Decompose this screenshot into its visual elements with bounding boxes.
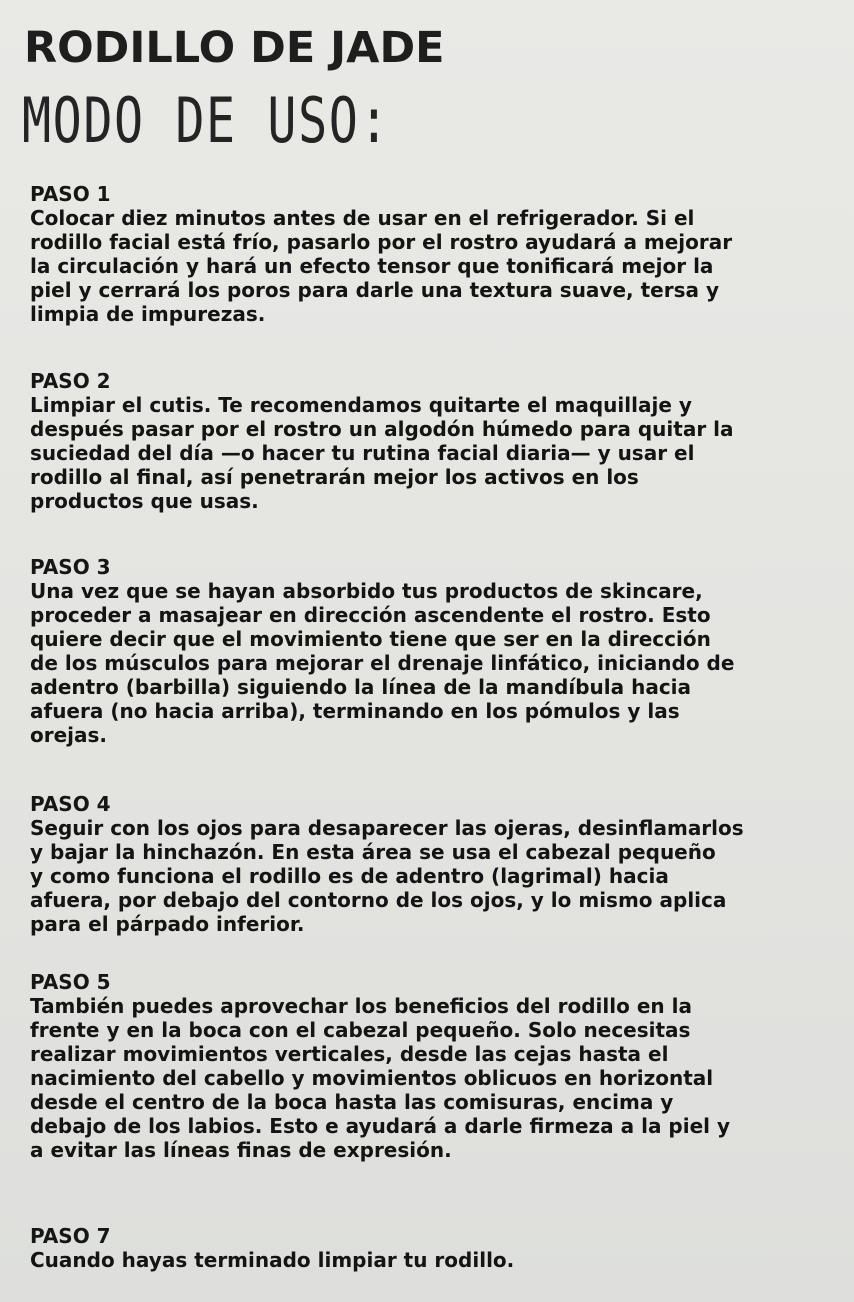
step-3-body <box>30 579 830 747</box>
step-7 <box>30 1224 830 1272</box>
step-3-line: Una vez que se hayan absorbido tus productos de skincare, <box>30 579 703 603</box>
step-5-line: a evitar las líneas finas de expresión. <box>30 1138 452 1162</box>
step-1-line: Colocar diez minutos antes de usar en el refrigerador. Si el <box>30 206 695 230</box>
step-2-line: productos que usas. <box>30 489 259 513</box>
step-1-title: PASO 1 <box>30 182 111 206</box>
step-5-line: debajo de los labios. Esto e ayudará a darle firmeza a la piel y <box>30 1114 731 1138</box>
step-4-line: y bajar la hinchazón. En esta área se usa el cabezal pequeño <box>30 840 716 864</box>
usage-heading: MODO DE USO: <box>22 84 391 157</box>
step-4-line: Seguir con los ojos para desaparecer las ojeras, desinflamarlos <box>30 816 744 840</box>
step-3-line: proceder a masajear en dirección ascendente el rostro. Esto <box>30 603 711 627</box>
step-5-body <box>30 994 830 1162</box>
step-2-line: después pasar por el rostro un algodón húmedo para quitar la <box>30 417 734 441</box>
step-1-line: rodillo facial está frío, pasarlo por el rostro ayudará a mejorar <box>30 230 733 254</box>
step-5-line: frente y en la boca con el cabezal pequeño. Solo necesitas <box>30 1018 691 1042</box>
step-4-title: PASO 4 <box>30 792 111 816</box>
step-7-title: PASO 7 <box>30 1224 111 1248</box>
step-5-line: También puedes aprovechar los beneficios del rodillo en la <box>30 994 692 1018</box>
step-2-title: PASO 2 <box>30 369 111 393</box>
step-2 <box>30 369 830 513</box>
step-2-line: suciedad del día —o hacer tu rutina facial diaria— y usar el <box>30 441 695 465</box>
step-7-body <box>30 1248 830 1272</box>
step-2-line: Limpiar el cutis. Te recomendamos quitarte el maquillaje y <box>30 393 692 417</box>
step-1-line: limpia de impurezas. <box>30 302 266 326</box>
step-2-line: rodillo al final, así penetrarán mejor los activos en los <box>30 465 639 489</box>
step-5-line: desde el centro de la boca hasta las comisuras, encima y <box>30 1090 674 1114</box>
step-4-line: y como funciona el rodillo es de adentro (lagrimal) hacia <box>30 864 669 888</box>
step-3-line: orejas. <box>30 723 108 747</box>
step-1-line: piel y cerrará los poros para darle una textura suave, tersa y <box>30 278 719 302</box>
product-title: RODILLO DE JADE <box>24 23 445 73</box>
step-1-body <box>30 206 830 326</box>
step-3-line: quiere decir que el movimiento tiene que ser en la dirección <box>30 627 711 651</box>
step-4-line: afuera, por debajo del contorno de los ojos, y lo mismo aplica <box>30 888 727 912</box>
step-4 <box>30 792 830 936</box>
step-4-line: para el párpado inferior. <box>30 912 305 936</box>
step-3-line: de los músculos para mejorar el drenaje linfático, iniciando de <box>30 651 735 675</box>
step-5-line: realizar movimientos verticales, desde las cejas hasta el <box>30 1042 669 1066</box>
step-5-line: nacimiento del cabello y movimientos oblicuos en horizontal <box>30 1066 714 1090</box>
step-1 <box>30 182 830 326</box>
step-5-title: PASO 5 <box>30 970 111 994</box>
step-3-title: PASO 3 <box>30 555 111 579</box>
step-2-body <box>30 393 830 513</box>
step-7-line: Cuando hayas terminado limpiar tu rodillo. <box>30 1248 515 1272</box>
step-3-line: afuera (no hacia arriba), terminando en los pómulos y las <box>30 699 680 723</box>
step-3 <box>30 555 830 747</box>
step-4-body <box>30 816 830 936</box>
step-1-line: la circulación y hará un efecto tensor que tonificará mejor la <box>30 254 714 278</box>
step-3-line: adentro (barbilla) siguiendo la línea de la mandíbula hacia <box>30 675 692 699</box>
step-5 <box>30 970 830 1162</box>
